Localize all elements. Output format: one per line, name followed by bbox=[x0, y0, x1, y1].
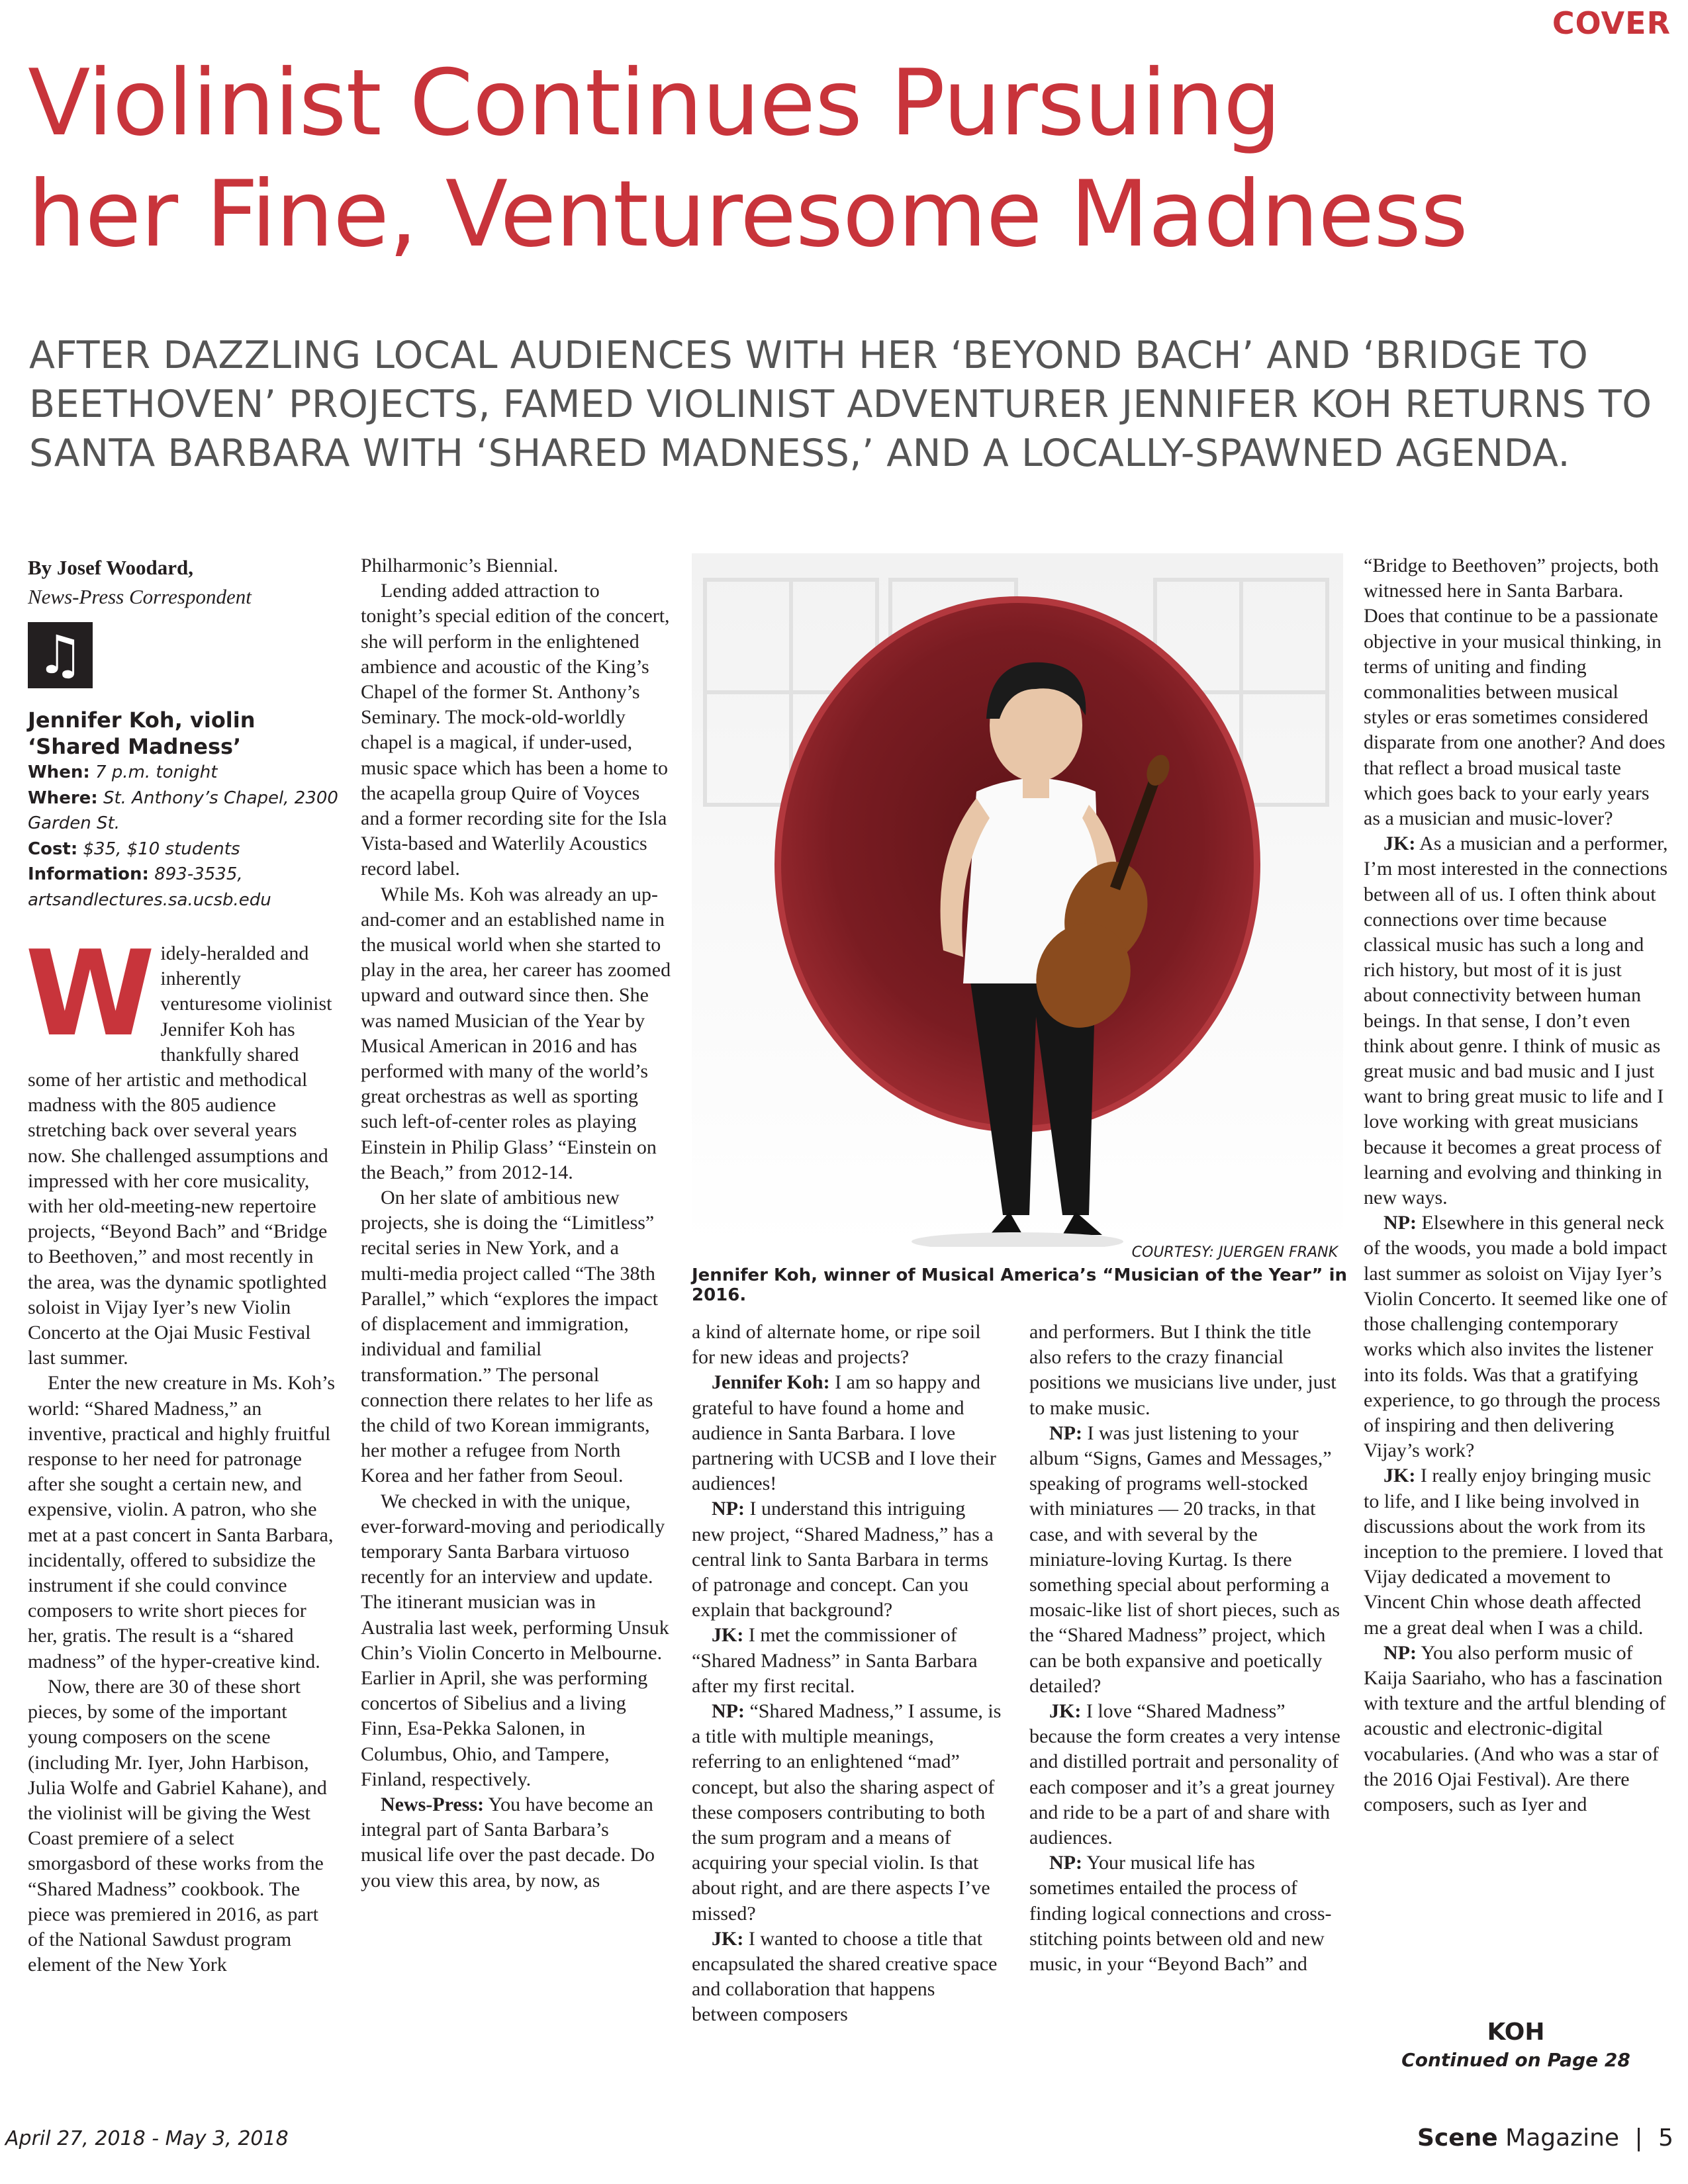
column-2-paragraph-5: We checked in with the unique, ever-forward-moving and periodically temporary Santa Barbara virtuoso recently for an interview and update. The itinerant musician was in Australia last week, performing Unsuk Chin’s Violin Concerto in Melbourne. Earlier in April, she was performing concertos of Sibelius and a living Finn, Esa-Pekka Salonen, in Columbus, Ohio, and Tampere, Finland, respectively. bbox=[361, 1490, 669, 1790]
article-column-2 bbox=[361, 553, 672, 1893]
column-1-paragraph-1: Widely-heralded and inherently venturesome violinist Jennifer Koh has thankfully shared some of her artistic and methodical madness with the 805 audience stretching back over several years now. She challenged assumptions and impressed with her core musicality, with her old-meeting-new repertoire projects, “Beyond Bach” and “Bridge to Beethoven,” and most recently in the area, was the dynamic spotlighted soloist in Vijay Iyer’s new Violin Concerto at the Ojai Music Festival last summer. bbox=[25, 925, 332, 1369]
column-2-paragraph-4: On her slate of ambitious new projects, she is doing the “Limitless” recital series in New York, and a multi-media project called “The 38th Parallel,” which “explores the impact of displacement and immigration, individual and familial transformation.” The personal connection there relates to her life as the child of two Korean immigrants, her mother a refugee from North Korea and her father from Seoul. bbox=[361, 1187, 658, 1487]
photo-credit: COURTESY: JUERGEN FRANK bbox=[1131, 1244, 1338, 1261]
photo-caption: Jennifer Koh, winner of Musical America’s “Musician of the Year” in 2016. bbox=[692, 1265, 1347, 1305]
deck: AFTER DAZZLING LOCAL AUDIENCES WITH HER ‘BEYOND BACH’ AND ‘BRIDGE TO BEETHOVEN’ PROJECTS, FAMED VIOLINIST ADVENTURER JENNIFER KOH RETURNS TO SANTA BARBARA WITH ‘SHARED MADNESS,’ AND A LOCALLY-SPAWNED AGENDA. bbox=[29, 334, 1652, 475]
column-2-paragraph-1: Philharmonic’s Biennial. bbox=[361, 555, 559, 576]
column-2-paragraph-6: News-Press: You have become an integral part of Santa Barbara’s musical life over the past decade. Do you view this area, by now, as bbox=[361, 1793, 655, 1891]
article-column-3 bbox=[692, 1320, 1003, 2028]
column-4-paragraph-1: and performers. But I think the title also refers to the crazy financial positions we musicians live under, just to make music. bbox=[1029, 1321, 1336, 1419]
column-3-paragraph-4: JK: I met the commissioner of “Shared Madness” in Santa Barbara after my first recital. bbox=[692, 1624, 978, 1697]
column-3-paragraph-2: Jennifer Koh: I am so happy and grateful to have found a home and audience in Santa Barbara. I love partnering with UCSB and I love their audiences! bbox=[692, 1371, 996, 1495]
column-3-paragraph-3: NP: I understand this intriguing new project, “Shared Madness,” has a central link to Santa Barbara in terms of patronage and concept. Can you explain that background? bbox=[692, 1498, 994, 1621]
column-3-paragraph-6: JK: I wanted to choose a title that encapsulated the shared creative space and collaboration that happens between composers bbox=[692, 1927, 998, 2026]
event-cost: Cost: $35, $10 students bbox=[28, 839, 240, 859]
column-2-paragraph-2: Lending added attraction to tonight’s special edition of the concert, she will perform in the enlightened ambience and acoustic of the King’s Chapel of the former St. Anthony’s Seminary. The mock-old-worldly chapel is a magical, if under-used, music space which has been a home to the acapella group Quire of Voyces and a former recording site for the Isla Vista-based and Waterlily Acoustics record label. bbox=[361, 580, 670, 880]
column-2-paragraph-3: While Ms. Koh was already an up-and-comer and an established name in the musical world when she started to play in the area, her career has zoomed upward and outward since then. She was named Musician of the Year by Musical American in 2016 and has performed with many of the world’s great orchestras as well as sporting such left-of-center roles as playing Einstein in Philip Glass’ “Einstein on the Beach,” from 2012-14. bbox=[361, 883, 671, 1183]
article-column-5 bbox=[1364, 553, 1668, 1817]
magazine-label: Magazine bbox=[1505, 2124, 1620, 2152]
column-3-paragraph-1: a kind of alternate home, or ripe soil for new ideas and projects? bbox=[692, 1321, 981, 1369]
event-title-line-2: ‘Shared Madness’ bbox=[28, 734, 242, 759]
feature-photo bbox=[692, 553, 1343, 1247]
byline-author: By Josef Woodard, bbox=[28, 556, 194, 579]
byline bbox=[28, 553, 339, 612]
footer-date: April 27, 2018 - May 3, 2018 bbox=[5, 2127, 289, 2150]
column-5-paragraph-4: JK: I really enjoy bringing music to life, and I like being involved in discussions about the work from its inception to the premiere. I loved that Vijay dedicated a movement to Vincent Chin whose death affected me a great deal when I was a child. bbox=[1364, 1465, 1664, 1639]
headline-line-2: her Fine, Venturesome Madness bbox=[28, 161, 1468, 267]
event-information: Information: 893-3535, artsandlectures.sa.ucsb.edu bbox=[28, 864, 271, 910]
headline bbox=[28, 48, 1669, 270]
page-number: 5 bbox=[1658, 2124, 1673, 2152]
headline-line-1: Violinist Continues Pursuing bbox=[28, 50, 1281, 156]
footer-separator: | bbox=[1634, 2124, 1643, 2152]
event-info bbox=[28, 707, 339, 913]
article-column-4 bbox=[1029, 1320, 1340, 1977]
column-5-paragraph-2: JK: As a musician and a performer, I’m most interested in the connections between all of us. I often think about connections over time because classical music has such a long and rich history, but most of it is just about connectivity between human beings. In that sense, I don’t even think about genre. I think of music as great music and bad music and I just want to bring great music to life and I love working with great musicians because it becomes a great process of learning and evolving and thinking in new ways. bbox=[1364, 833, 1668, 1209]
column-4-paragraph-3: JK: I love “Shared Madness” because the form creates a very intense and distilled portrait and personality of each composer and it’s a great journey and ride to be a part of and share with audiences. bbox=[1029, 1700, 1340, 1849]
event-where: Where: St. Anthony’s Chapel, 2300 Garden St. bbox=[28, 788, 338, 833]
jump-line: Continued on Page 28 bbox=[1401, 2049, 1630, 2071]
music-note-icon: ♫ bbox=[28, 622, 93, 688]
event-when: When: 7 p.m. tonight bbox=[28, 762, 218, 782]
column-1-paragraph-3: Now, there are 30 of these short pieces, by some of the important young composers on the scene (including Mr. Iyer, John Harbison, Julia Wolfe and Gabriel Kahane), and the violinist will be giving the West Coast premiere of a select smorgasbord of these works from the “Shared Madness” cookbook. The piece was premiered in 2016, as part of the National Sawdust program element of the New York bbox=[28, 1675, 327, 1976]
event-title-line-1: Jennifer Koh, violin bbox=[28, 707, 256, 733]
column-1-paragraph-2: Enter the new creature in Ms. Koh’s world: “Shared Madness,” an inventive, practical and highly fruitful response to her need for patronage after she sought a certain new, and expensive, violin. A patron, who she met at a past concert in Santa Barbara, incidentally, offered to subsidize the instrument if she could convince composers to write short pieces for her, gratis. The result is a “shared madness” of the hyper-creative kind. bbox=[28, 1372, 336, 1672]
byline-role: News-Press Correspondent bbox=[28, 585, 252, 608]
column-3-paragraph-5: NP: “Shared Madness,” I assume, is a title with multiple meanings, referring to an enlightened “mad” concept, but also the sharing aspect of these composers contributing to both the sum program and a means of acquiring your special violin. Is that about right, and are there aspects I’ve missed? bbox=[692, 1700, 1002, 1925]
section-tag: COVER bbox=[1552, 5, 1671, 41]
column-5-paragraph-1: “Bridge to Beethoven” projects, both witnessed here in Santa Barbara. Does that continue to be a passionate objective in your musical thinking, in terms of uniting and finding commonalities between musical styles or eras sometimes considered disparate from one another? And does that reflect a broad musical taste which goes back to your early years as a musician and music-lover? bbox=[1364, 555, 1665, 830]
column-4-paragraph-4: NP: Your musical life has sometimes entailed the process of finding logical connections and cross-stitching points between old and new music, in your “Beyond Bach” and bbox=[1029, 1852, 1332, 1976]
magazine-brand: Scene bbox=[1417, 2124, 1498, 2152]
jump-keyword: KOH bbox=[1487, 2019, 1545, 2046]
article-column-1 bbox=[25, 925, 339, 1978]
column-5-paragraph-5: NP: You also perform music of Kaija Saariaho, who has a fascination with texture and the artful blending of acoustic and electronic-digital vocabularies. (And who was a star of the 2016 Ojai Festival). Are there composers, such as Iyer and bbox=[1364, 1641, 1666, 1815]
footer-magazine bbox=[1417, 2124, 1673, 2152]
column-4-paragraph-2: NP: I was just listening to your album “Signs, Games and Messages,” speaking of programs well-stocked with miniatures — 20 tracks, in that case, and with several by the miniature-loving Kurtag. Is there something special about performing a mosaic-like list of short pieces, such as the “Shared Madness” project, which can be both expansive and poetically detailed? bbox=[1029, 1422, 1340, 1697]
column-5-paragraph-3: NP: Elsewhere in this general neck of the woods, you made a bold impact last summer as soloist on Vijay Iyer’s Violin Concerto. It seemed like one of those challenging contemporary works which also invites the listener into its folds. Was that a gratifying experience, to go through the process of inspiring and then delivering Vijay’s work? bbox=[1364, 1212, 1667, 1462]
drop-cap: W bbox=[25, 925, 156, 1062]
